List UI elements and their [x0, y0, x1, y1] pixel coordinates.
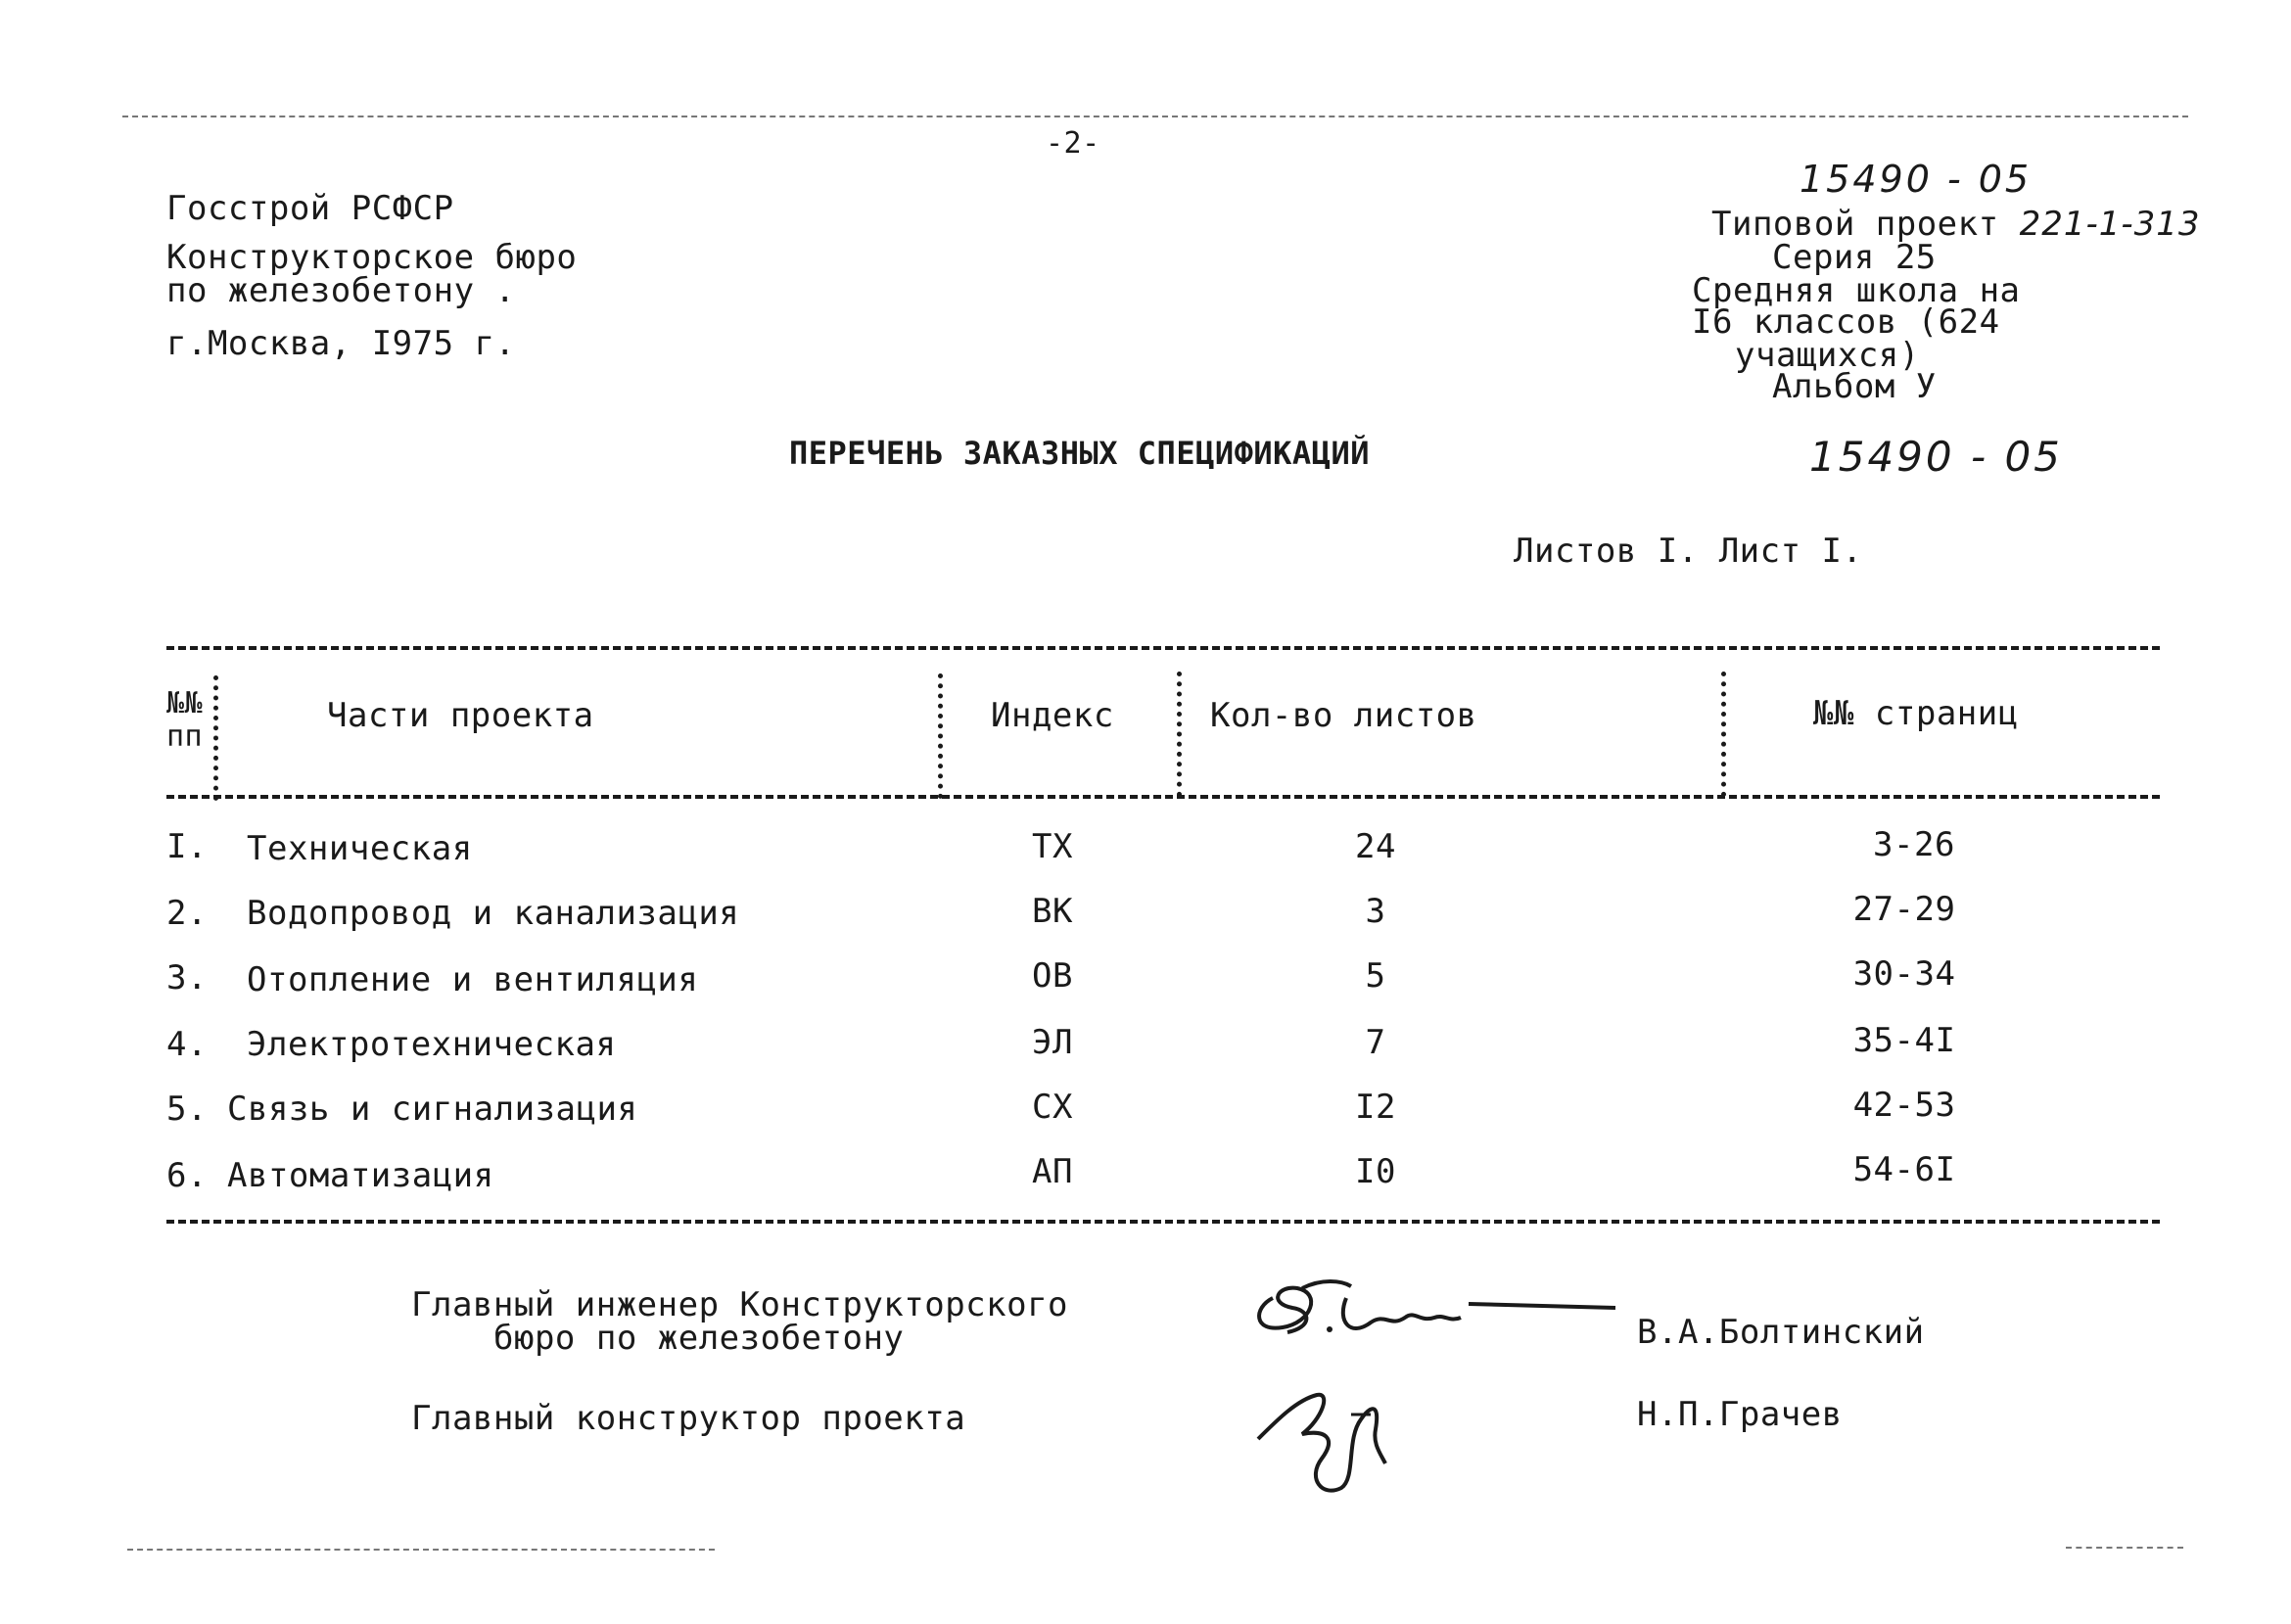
- row-pages: 3-26: [1873, 825, 1955, 864]
- header-num-2: пп: [166, 719, 204, 754]
- top-rule: [122, 116, 2188, 117]
- header-pages: №№ страниц: [1813, 694, 2019, 733]
- sheets-count: Листов I. Лист I.: [1514, 532, 1863, 571]
- column-divider-4: [1721, 672, 1726, 797]
- row-part: Электротехническая: [247, 1025, 617, 1064]
- document-title: ПЕРЕЧЕНЬ ЗАКАЗНЫХ СПЕЦИФИКАЦИЙ: [789, 435, 1370, 472]
- row-pages: 27-29: [1852, 890, 1956, 929]
- chief-designer-title: Главный конструктор проекта: [411, 1399, 966, 1438]
- row-part: Техническая: [247, 829, 473, 868]
- project-line-1: [1711, 205, 2201, 244]
- table-bottom-rule: [166, 1220, 2160, 1224]
- project-line-5: учащихся): [1735, 336, 1920, 375]
- chief-engineer-signature: [1243, 1269, 1635, 1357]
- row-index: ЭЛ: [1032, 1023, 1073, 1062]
- handwritten-code-mid: 15490 - 05: [1809, 433, 2063, 481]
- organization-line-2: Конструкторское бюро: [166, 238, 578, 277]
- table-top-rule: [166, 646, 2160, 650]
- header-num-1: №№: [166, 686, 204, 720]
- handwritten-code-top: 15490 - 05: [1800, 158, 2033, 201]
- row-count: 3: [1365, 892, 1386, 931]
- project-line-4: I6 классов (624: [1692, 302, 2000, 342]
- chief-designer-signature: [1253, 1380, 1429, 1508]
- row-count: 7: [1365, 1023, 1386, 1062]
- row-num: 5.: [166, 1090, 208, 1129]
- chief-designer-name: Н.П.Грачев: [1637, 1395, 1843, 1434]
- project-line-3: Средняя школа на: [1692, 271, 2021, 310]
- row-index: ВК: [1032, 892, 1073, 931]
- row-count: 5: [1365, 956, 1386, 996]
- project-line-2: Серия 25: [1772, 238, 1937, 277]
- row-num: 6.: [166, 1156, 208, 1195]
- header-part: Части проекта: [327, 696, 594, 735]
- project-line-6: Альбом У: [1772, 367, 1937, 406]
- row-index: ТХ: [1032, 827, 1073, 866]
- row-index: АП: [1032, 1152, 1073, 1191]
- row-index: ОВ: [1032, 956, 1073, 996]
- row-count: I2: [1355, 1088, 1396, 1127]
- row-num: 4.: [166, 1025, 208, 1064]
- row-pages: 54-6I: [1852, 1150, 1956, 1189]
- row-index: СХ: [1032, 1088, 1073, 1127]
- row-num: I.: [166, 827, 208, 866]
- organization-line-3: по железобетону .: [166, 271, 516, 310]
- chief-engineer-title-1: Главный инженер Конструкторского: [411, 1285, 1069, 1324]
- row-part: Связь и сигнализация: [227, 1090, 638, 1129]
- row-num: 3.: [166, 958, 208, 998]
- organization-line-4: г.Москва, I975 г.: [166, 324, 516, 363]
- table-header-rule: [166, 795, 2160, 799]
- page-number: -2-: [1046, 126, 1100, 161]
- handwritten-project-number: 221-1-313: [2019, 205, 2201, 244]
- project-label: Типовой проект: [1711, 205, 1999, 244]
- column-divider-2: [938, 673, 943, 799]
- bottom-rule: [127, 1549, 715, 1551]
- header-count: Кол-во листов: [1210, 696, 1477, 735]
- chief-engineer-name: В.А.Болтинский: [1637, 1313, 1925, 1352]
- row-count: 24: [1355, 827, 1396, 866]
- column-divider-3: [1177, 672, 1182, 797]
- row-pages: 42-53: [1852, 1086, 1956, 1125]
- chief-engineer-title-2: бюро по железобетону: [493, 1319, 905, 1358]
- header-index: Индекс: [991, 696, 1114, 735]
- column-divider-1: [213, 675, 218, 801]
- row-part: Отопление и вентиляция: [247, 960, 699, 999]
- row-num: 2.: [166, 894, 208, 933]
- organization-line-1: Госстрой РСФСР: [166, 189, 454, 228]
- row-count: I0: [1355, 1152, 1396, 1191]
- bottom-rule-right: [2066, 1547, 2183, 1549]
- row-part: Водопровод и канализация: [247, 894, 740, 933]
- row-pages: 30-34: [1852, 954, 1956, 994]
- row-pages: 35-4I: [1852, 1021, 1956, 1060]
- row-part: Автоматизация: [227, 1156, 494, 1195]
